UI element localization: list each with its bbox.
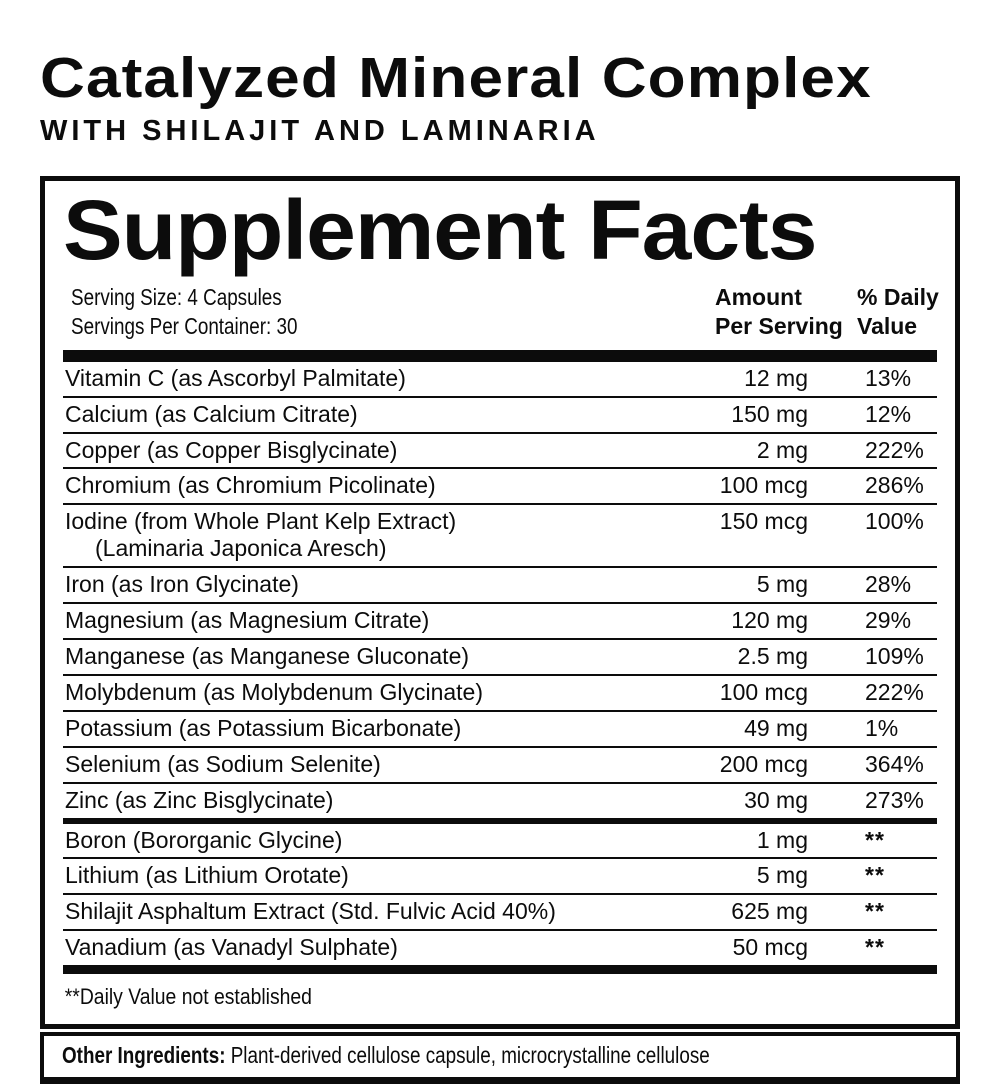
nutrient-dv: **: [865, 862, 885, 889]
nutrient-amount: 625 mg: [731, 898, 808, 925]
other-ingredients-line: [62, 1041, 780, 1070]
nutrient-amount: 2 mg: [756, 436, 808, 463]
nutrient-name: Potassium (as Potassium Bicarbonate): [65, 714, 462, 741]
nutrient-amount: 150 mg: [731, 400, 808, 427]
nutrient-name-cell: [63, 437, 658, 464]
nutrient-dv: 222%: [865, 436, 924, 463]
nutrient-name-cell: [63, 401, 658, 428]
supplement-label: [40, 0, 960, 1084]
nutrient-name-cell: [63, 787, 658, 814]
nutrient-row: [63, 362, 937, 396]
nutrient-row: [63, 782, 937, 818]
nutrient-name: Calcium (as Calcium Citrate): [65, 400, 358, 427]
nutrient-row: [63, 602, 937, 638]
other-ingredients-box: [40, 1032, 960, 1084]
nutrient-dv: 109%: [865, 642, 924, 669]
column-header-daily-value: [857, 283, 937, 341]
nutrient-row: [63, 893, 937, 929]
column-header-dv-line1: % Daily: [857, 283, 939, 310]
nutrient-row: [63, 674, 937, 710]
nutrient-amount: 150 mcg: [719, 508, 808, 535]
column-header-amount: [715, 283, 843, 341]
product-subtitle: WITH SHILAJIT AND LAMINARIA: [40, 115, 600, 147]
nutrient-name-cell: [63, 679, 658, 706]
nutrient-name: Vanadium (as Vanadyl Sulphate): [65, 934, 398, 961]
nutrient-name: Boron (Bororganic Glycine): [65, 826, 343, 853]
nutrient-name: Shilajit Asphaltum Extract (Std. Fulvic Acid 40%): [65, 898, 556, 925]
nutrient-amount: 100 mcg: [719, 472, 808, 499]
nutrient-name: Selenium (as Sodium Selenite): [65, 750, 381, 777]
nutrient-name-cell: [63, 607, 658, 634]
daily-value-footnote: **Daily Value not established: [64, 984, 312, 1010]
column-header-amount-line1: Amount: [715, 283, 802, 310]
nutrient-name: Molybdenum (as Molybdenum Glycinate): [65, 678, 484, 705]
nutrient-name: Copper (as Copper Bisglycinate): [65, 436, 398, 463]
nutrient-dv: 100%: [865, 508, 924, 535]
nutrient-row: [63, 503, 937, 566]
nutrient-row: [63, 396, 937, 432]
nutrient-dv: 286%: [865, 472, 924, 499]
nutrient-row: [63, 818, 937, 858]
supplement-facts-heading: Supplement Facts: [63, 183, 817, 277]
nutrient-row: [63, 566, 937, 602]
nutrient-dv: 13%: [865, 364, 912, 391]
footnote-separator-bar: [63, 965, 937, 974]
nutrient-row: [63, 929, 937, 965]
nutrient-name-cell: [63, 643, 658, 670]
nutrient-row: [63, 710, 937, 746]
nutrient-row: [63, 746, 937, 782]
nutrient-name-cell: [63, 508, 658, 562]
nutrient-subname: (Laminaria Japonica Aresch): [95, 535, 387, 562]
header-separator-bar: [63, 350, 937, 362]
nutrient-amount: 100 mcg: [719, 678, 808, 705]
nutrient-amount: 1 mg: [756, 826, 808, 853]
nutrient-name: Iron (as Iron Glycinate): [65, 571, 299, 598]
serving-size: Serving Size: 4 Capsules: [71, 283, 282, 310]
nutrient-name: Zinc (as Zinc Bisglycinate): [65, 786, 334, 813]
nutrient-name: Vitamin C (as Ascorbyl Palmitate): [65, 364, 406, 391]
nutrient-dv: 1%: [865, 714, 899, 741]
nutrient-name-cell: [63, 751, 658, 778]
nutrient-dv: 28%: [865, 571, 912, 598]
nutrient-amount: 120 mg: [731, 607, 808, 634]
nutrient-name: Iodine (from Whole Plant Kelp Extract): [65, 508, 457, 535]
nutrient-amount: 50 mcg: [732, 934, 808, 961]
nutrient-dv: 364%: [865, 750, 924, 777]
nutrient-amount: 12 mg: [744, 364, 808, 391]
nutrient-name: Magnesium (as Magnesium Citrate): [65, 607, 430, 634]
other-ingredients-label: Other Ingredients:: [62, 1042, 226, 1069]
nutrient-name-cell: [63, 715, 658, 742]
nutrient-amount: 49 mg: [744, 714, 808, 741]
nutrient-dv: 273%: [865, 786, 924, 813]
serving-info: [71, 283, 715, 341]
nutrient-name-cell: [63, 862, 658, 889]
nutrient-row: [63, 432, 937, 468]
other-ingredients-text: Plant-derived cellulose capsule, microcrystalline cellulose: [225, 1042, 710, 1069]
nutrient-name-cell: [63, 365, 658, 392]
nutrient-dv: 12%: [865, 400, 912, 427]
nutrient-name-cell: [63, 571, 658, 598]
nutrient-dv: 29%: [865, 607, 912, 634]
nutrient-dv: **: [865, 826, 885, 853]
nutrient-name: Manganese (as Manganese Gluconate): [65, 642, 470, 669]
nutrient-amount: 2.5 mg: [737, 642, 808, 669]
serving-info-section: [63, 281, 937, 350]
facts-rows: [63, 362, 937, 965]
nutrient-name: Chromium (as Chromium Picolinate): [65, 472, 436, 499]
nutrient-dv: 222%: [865, 678, 924, 705]
supplement-facts-panel: [40, 176, 960, 1029]
nutrient-row: [63, 467, 937, 503]
column-header-dv-line2: Value: [857, 312, 918, 339]
nutrient-row: [63, 638, 937, 674]
nutrient-amount: 200 mcg: [719, 750, 808, 777]
nutrient-name-cell: [63, 898, 658, 925]
nutrient-name-cell: [63, 827, 658, 854]
nutrient-amount: 5 mg: [756, 571, 808, 598]
product-title: Catalyzed Mineral Complex: [40, 46, 872, 110]
servings-per-container: Servings Per Container: 30: [71, 312, 298, 339]
nutrient-name: Lithium (as Lithium Orotate): [65, 862, 349, 889]
nutrient-dv: **: [865, 898, 885, 925]
nutrient-name-cell: [63, 934, 658, 961]
nutrient-row: [63, 857, 937, 893]
nutrient-dv: **: [865, 934, 885, 961]
nutrient-name-cell: [63, 472, 658, 499]
nutrient-amount: 5 mg: [756, 862, 808, 889]
column-header-amount-line2: Per Serving: [715, 312, 843, 339]
nutrient-amount: 30 mg: [744, 786, 808, 813]
